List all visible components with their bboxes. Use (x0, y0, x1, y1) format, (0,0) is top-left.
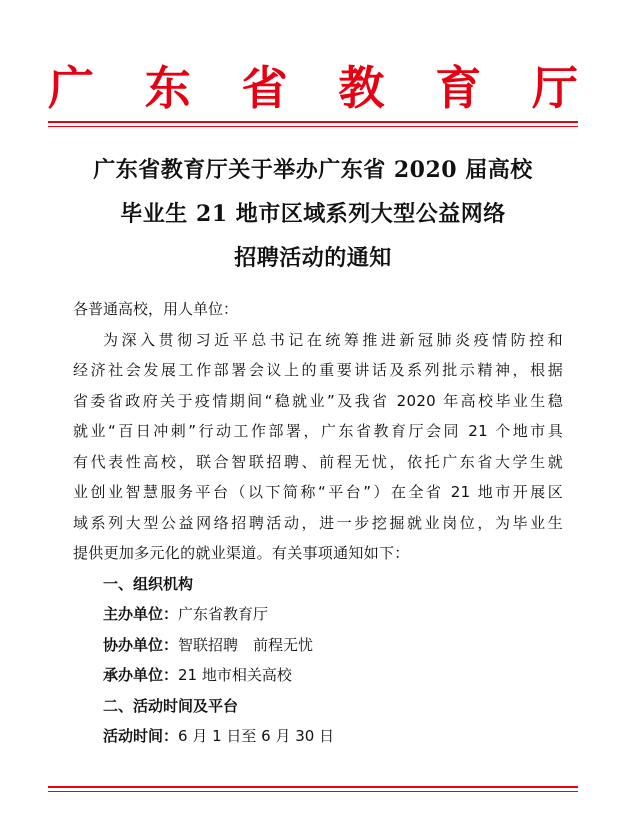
item-value: 智联招聘 前程无忧 (178, 635, 314, 654)
event-time-item (73, 721, 563, 752)
masthead-char: 厅 (531, 61, 578, 115)
item-label: 承办单位： (103, 666, 179, 684)
item-label: 协办单位： (103, 635, 179, 654)
masthead-char: 广 (48, 61, 94, 115)
item-value: 广东省教育厅 (178, 605, 269, 623)
masthead (48, 60, 578, 116)
footer-rule-thin (48, 791, 578, 792)
paragraph-line: 提供更加多元化的就业渠道。有关事项通知如下： (73, 544, 410, 562)
title-line: 招聘活动的通知 (234, 245, 392, 271)
item-value: 6 月 1 日至 6 月 30 日 (178, 727, 335, 745)
item-value: 21 地市相关高校 (178, 666, 292, 684)
section-heading-organization: 一、组织机构 (103, 574, 194, 593)
document-body (73, 294, 563, 752)
title-line: 广东省教育厅关于举办广东省 2020 届高校 (93, 157, 533, 183)
section-heading-time-platform: 二、活动时间及平台 (103, 696, 239, 715)
host-item (73, 660, 563, 691)
organizer-item (73, 599, 563, 630)
paragraph-line: 业创业智慧服务平台（以下简称“平台”）在全省 21 地市开展区 (73, 483, 563, 501)
masthead-char: 省 (241, 61, 288, 115)
footer-rule (48, 786, 578, 788)
salutation: 各普通高校，用人单位： (73, 300, 239, 318)
masthead-char: 育 (435, 61, 482, 115)
masthead-char: 东 (144, 61, 191, 115)
paragraph-line: 就业“百日冲刺”行动工作部署，广东省教育厅会同 21 个地市具 (73, 422, 563, 440)
paragraph-line: 省委省政府关于疫情期间“稳就业”及我省 2020 年高校毕业生稳 (73, 391, 563, 410)
paragraph-line: 为深入贯彻习近平总书记在统筹推进新冠肺炎疫情防控和 (103, 330, 563, 349)
item-label: 活动时间： (103, 727, 179, 745)
co-organizer-item (73, 630, 563, 661)
masthead-rule (48, 121, 578, 123)
masthead-char: 教 (338, 61, 385, 115)
paragraph-line: 域系列大型公益网络招聘活动，进一步挖掘就业岗位，为毕业生 (73, 513, 563, 532)
item-label: 主办单位： (103, 605, 179, 623)
paragraph-line: 有代表性高校，联合智联招聘、前程无忧，依托广东省大学生就 (73, 452, 563, 471)
title-line: 毕业生 21 地市区域系列大型公益网络 (120, 201, 506, 227)
intro-paragraph (73, 325, 563, 569)
paragraph-line: 经济社会发展工作部署会议上的重要讲话及系列批示精神，根据 (73, 361, 563, 379)
document-title (48, 148, 578, 280)
masthead-rule-thin (48, 126, 578, 127)
